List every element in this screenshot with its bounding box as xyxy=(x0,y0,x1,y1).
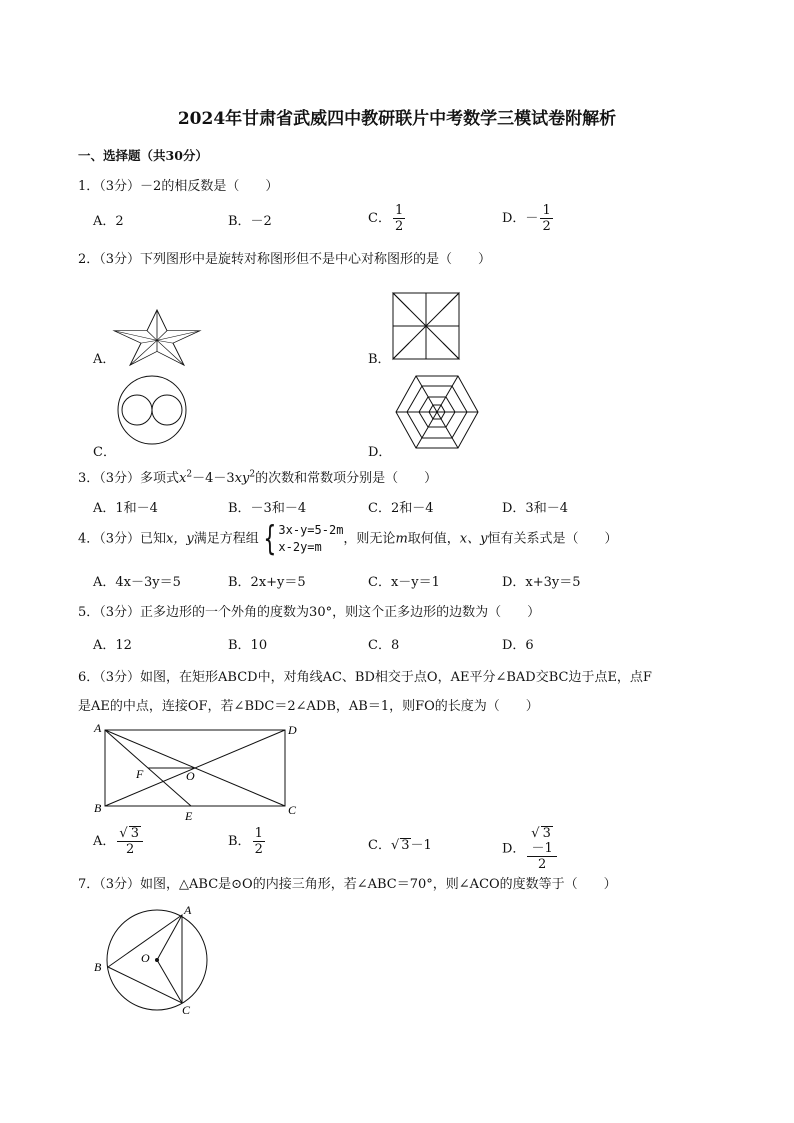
q6-a-fraction xyxy=(117,826,143,857)
label-f: F xyxy=(136,767,144,781)
q4-option-b: B．2x+y＝5 xyxy=(228,575,306,590)
q6-a-num: √ 3 xyxy=(117,826,143,842)
q4-option-c: C．x－y＝1 xyxy=(368,575,440,590)
rectangle-abcd-figure xyxy=(92,720,302,825)
label-a: A xyxy=(94,721,102,735)
q2-option-d: D． xyxy=(368,445,392,460)
q4-option-a: A．4x－3y＝5 xyxy=(93,575,181,590)
q6-c-tail: －1 xyxy=(410,838,432,853)
q3-var-xy: xy xyxy=(234,471,250,486)
label-a: A xyxy=(184,903,192,917)
q4-stem-post3: 恒有关系式是（ ） xyxy=(487,531,618,547)
label-b: B xyxy=(94,801,102,815)
q5-option-b: B．10 xyxy=(228,638,268,653)
q6-a-rad: 3 xyxy=(130,826,139,841)
q1-option-d xyxy=(502,203,553,234)
q6-c-rad: 3 xyxy=(401,838,410,853)
question-6-line1: 6．（3分）如图，在矩形ABCD中，对角线AC、BD相交于点O，AE平分∠BAD交BC边于点E，点F xyxy=(78,670,652,685)
label-b: B xyxy=(94,960,102,974)
q5-option-a: A．12 xyxy=(93,638,132,653)
q3-var-x: x xyxy=(179,471,187,486)
q6-option-c: C．√ 3－1 xyxy=(368,838,432,853)
q4-stem-post2: 取何值， xyxy=(407,531,460,547)
inscribed-triangle-figure xyxy=(90,900,230,1020)
question-7-stem: 7．（3分）如图，△ABC是⊙O的内接三角形，若∠ABC＝70°，则∠ACO的度数等于（ ） xyxy=(78,877,617,892)
q3-option-d: D．3和－4 xyxy=(502,501,568,516)
q6-d-fraction xyxy=(527,826,556,872)
q6-d-tail: －1 xyxy=(531,841,553,856)
q4-eq2: x-2y=m xyxy=(278,540,322,554)
q4-stem-mid: 满足方程组 xyxy=(193,531,259,547)
q3-stem-post: 的次数和常数项分别是（ ） xyxy=(255,471,438,486)
q1-option-c xyxy=(368,203,405,234)
q1-c-num: 1 xyxy=(394,203,404,218)
q4-var-m: m xyxy=(395,531,408,547)
q4-vars2: x、y xyxy=(459,531,488,547)
q4-stem-pre: 4．（3分）已知 xyxy=(78,531,167,547)
question-4-stem xyxy=(78,519,618,559)
q3-exp-1: 2 xyxy=(186,469,193,480)
q6-d-den: 2 xyxy=(537,857,547,872)
q4-eq1: 3x-y=5-2m xyxy=(278,523,344,537)
q4-equation-system xyxy=(259,519,344,559)
q4-option-d: D．x+3y＝5 xyxy=(502,575,581,590)
label-d: D xyxy=(288,723,297,737)
label-c: C xyxy=(182,1003,191,1017)
q1-option-a: A．2 xyxy=(93,214,124,229)
circle-two-circles-figure xyxy=(117,375,187,445)
q3-stem-pre: 3．（3分）多项式 xyxy=(78,471,180,486)
q6-option-d xyxy=(502,826,557,872)
q1-c-prefix: C． xyxy=(368,211,391,226)
q1-c-fraction xyxy=(393,203,405,234)
label-e: E xyxy=(185,809,193,823)
q6-option-b xyxy=(228,826,265,857)
q2-option-b: B． xyxy=(368,352,391,367)
hexagon-web-figure xyxy=(395,375,479,449)
q6-b-fraction xyxy=(253,826,265,857)
q3-stem-mid: －4－3 xyxy=(192,471,235,486)
q4-stem-post1: ，则无论 xyxy=(343,531,396,547)
q3-option-c: C．2和－4 xyxy=(368,501,434,516)
q6-d-rad: 3 xyxy=(542,826,551,841)
q4-vars: x，y xyxy=(166,531,194,547)
label-c: C xyxy=(288,803,297,817)
q3-exp-2: 2 xyxy=(249,469,256,480)
page-title: 2024年甘肃省武威四中教研联片中考数学三模试卷附解析 xyxy=(177,109,617,129)
q1-option-b: B．－2 xyxy=(228,214,272,229)
question-1-stem: 1．（3分）－2的相反数是（ ） xyxy=(78,179,279,194)
q1-d-num: 1 xyxy=(542,203,551,218)
q1-c-den: 2 xyxy=(394,219,404,234)
q6-d-prefix: D． xyxy=(502,841,526,857)
q6-a-den: 2 xyxy=(126,842,135,857)
question-6-line2: 是AE的中点，连接OF，若∠BDC＝2∠ADB，AB＝1，则FO的长度为（ ） xyxy=(78,699,539,714)
q6-b-den: 2 xyxy=(254,842,263,857)
question-5-stem: 5．（3分）正多边形的一个外角的度数为30°，则这个正多边形的边数为（ ） xyxy=(78,605,541,620)
five-point-star-figure xyxy=(112,310,202,365)
q6-b-num: 1 xyxy=(254,826,263,841)
q5-option-c: C．8 xyxy=(368,638,400,653)
q6-c-prefix: C． xyxy=(368,838,391,853)
q4-brace: { xyxy=(263,519,277,559)
pinwheel-figure xyxy=(393,293,459,359)
question-2-stem: 2．（3分）下列图形中是旋转对称图形但不是中心对称图形的是（ ） xyxy=(78,252,492,267)
q1-d-prefix: D．－ xyxy=(502,211,539,226)
q1-d-den: 2 xyxy=(542,219,551,234)
label-o: O xyxy=(141,951,150,965)
q6-d-num: √ 3 －1 xyxy=(527,826,556,857)
q1-d-fraction xyxy=(540,203,552,234)
q2-option-c: C． xyxy=(93,445,116,460)
label-o: O xyxy=(186,769,195,783)
q3-option-b: B．－3和－4 xyxy=(228,501,307,516)
q6-a-prefix: A． xyxy=(93,834,116,849)
q6-option-a xyxy=(93,826,143,857)
q6-b-prefix: B． xyxy=(228,834,251,849)
q2-option-a: A． xyxy=(93,352,116,367)
q3-option-a: A．1和－4 xyxy=(93,501,158,516)
section-heading: 一、选择题（共30分） xyxy=(78,148,208,163)
q5-option-d: D．6 xyxy=(502,638,534,653)
question-3-stem xyxy=(78,467,437,486)
